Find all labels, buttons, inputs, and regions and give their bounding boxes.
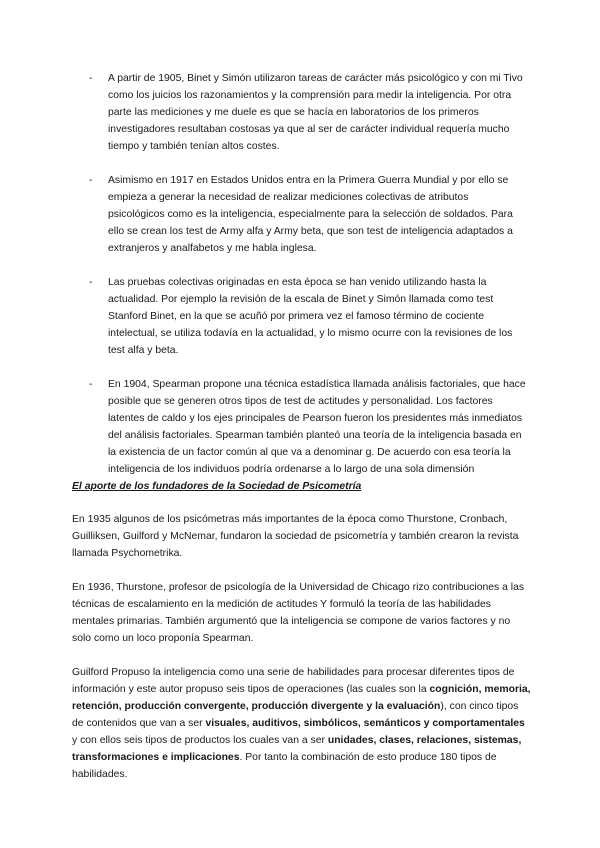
list-item <box>89 274 526 359</box>
paragraph-1936: En 1936, Thurstone, profesor de psicología de la Universidad de Chicago rizo contribuciones a las técnicas de escalamiento en la medición de actitudes Y formuló la teoría de las habilidades mentales primarias. También argumentó que la inteligencia se compone de varios factores y no solo como un loco proponía Spearman. <box>72 582 525 644</box>
products-list: unidades, clases, relaciones, sistemas, transformaciones e implicaciones <box>72 735 522 763</box>
bullet-marker: - <box>89 277 93 288</box>
bullet-list <box>0 70 600 495</box>
guilford-text-3: y con ellos seis tipos de productos los cuales van a ser <box>72 735 328 746</box>
list-item <box>89 70 526 155</box>
guilford-text-4: . Por tanto la combinación de esto produce 180 tipos de habilidades. <box>72 752 497 780</box>
section-fundadores <box>72 478 532 800</box>
paragraph-guilford <box>72 664 532 783</box>
bullet-text: Las pruebas colectivas originadas en esta época se han venido utilizando hasta la actualidad. Por ejemplo la revisión de la escala de Binet y Simón llamada como test Stanford Binet, en la que se acuñó por primera vez el famoso término de cociente intelectual, se utiliza todavía en la actualidad, y lo mismo ocurre con la revisiones de los test alfa y beta. <box>108 277 513 356</box>
paragraph-1935: En 1935 algunos de los psicómetras más importantes de la época como Thurstone, Cronbach, Guilliksen, Guilford y McNemar, fundaron la sociedad de psicometría y también crearon la revista llamada Psychometrika. <box>72 514 519 559</box>
bullet-marker: - <box>89 175 93 186</box>
bullet-marker: - <box>89 379 93 390</box>
guilford-text-1: Guilford Propuso la inteligencia como una serie de habilidades para procesar diferentes tipos de información y este autor propuso seis tipos de operaciones (las cuales son la <box>72 667 515 695</box>
contents-list: visuales, auditivos, simbólicos, semánticos y comportamentales <box>205 718 525 729</box>
bullet-text: En 1904, Spearman propone una técnica estadística llamada análisis factoriales, que hace posible que se generen otros tipos de test de actitudes y personalidad. Los factores latentes de caldo y los ejes principales de Pearson fueron los presidentes más inmediatos del análisis factoriales. Spearman también planteó una teoría de la inteligencia basada en la existencia de un factor común al que va a denominar g. De acuerdo con esa teoría la inteligencia de los individuos podría ordenarse a lo largo de una sola dimensión <box>108 379 526 475</box>
bullet-text: A partir de 1905, Binet y Simón utilizaron tareas de carácter más psicológico y con mi Tivo como los juicios los razonamientos y la comprensión para medir la inteligencia. Por otra parte las mediciones y me duele es que se hacía en laboratorios de los primeros investigadores resultaban costosas ya que al ser de carácter individual requería mucho tiempo y también tenían altos costes. <box>108 73 523 152</box>
section-heading: El aporte de los fundadores de la Sociedad de Psicometría <box>72 481 362 492</box>
guilford-text-2: ), con cinco tipos de contenidos que van a ser <box>72 701 519 729</box>
list-item <box>89 376 526 478</box>
list-item <box>89 172 526 257</box>
bullet-marker: - <box>89 73 93 84</box>
operations-list: cognición, memoria, retención, producción convergente, producción divergente y la evaluación <box>72 684 531 712</box>
bullet-text: Asimismo en 1917 en Estados Unidos entra en la Primera Guerra Mundial y por ello se empieza a generar la necesidad de realizar mediciones colectivas de atributos psicológicos como es la inteligencia, especialmente para la selección de soldados. Para ello se crean los test de Army alfa y Army beta, que son test de inteligencia adaptados a extranjeros y analfabetos y me habla inglesa. <box>108 175 513 254</box>
